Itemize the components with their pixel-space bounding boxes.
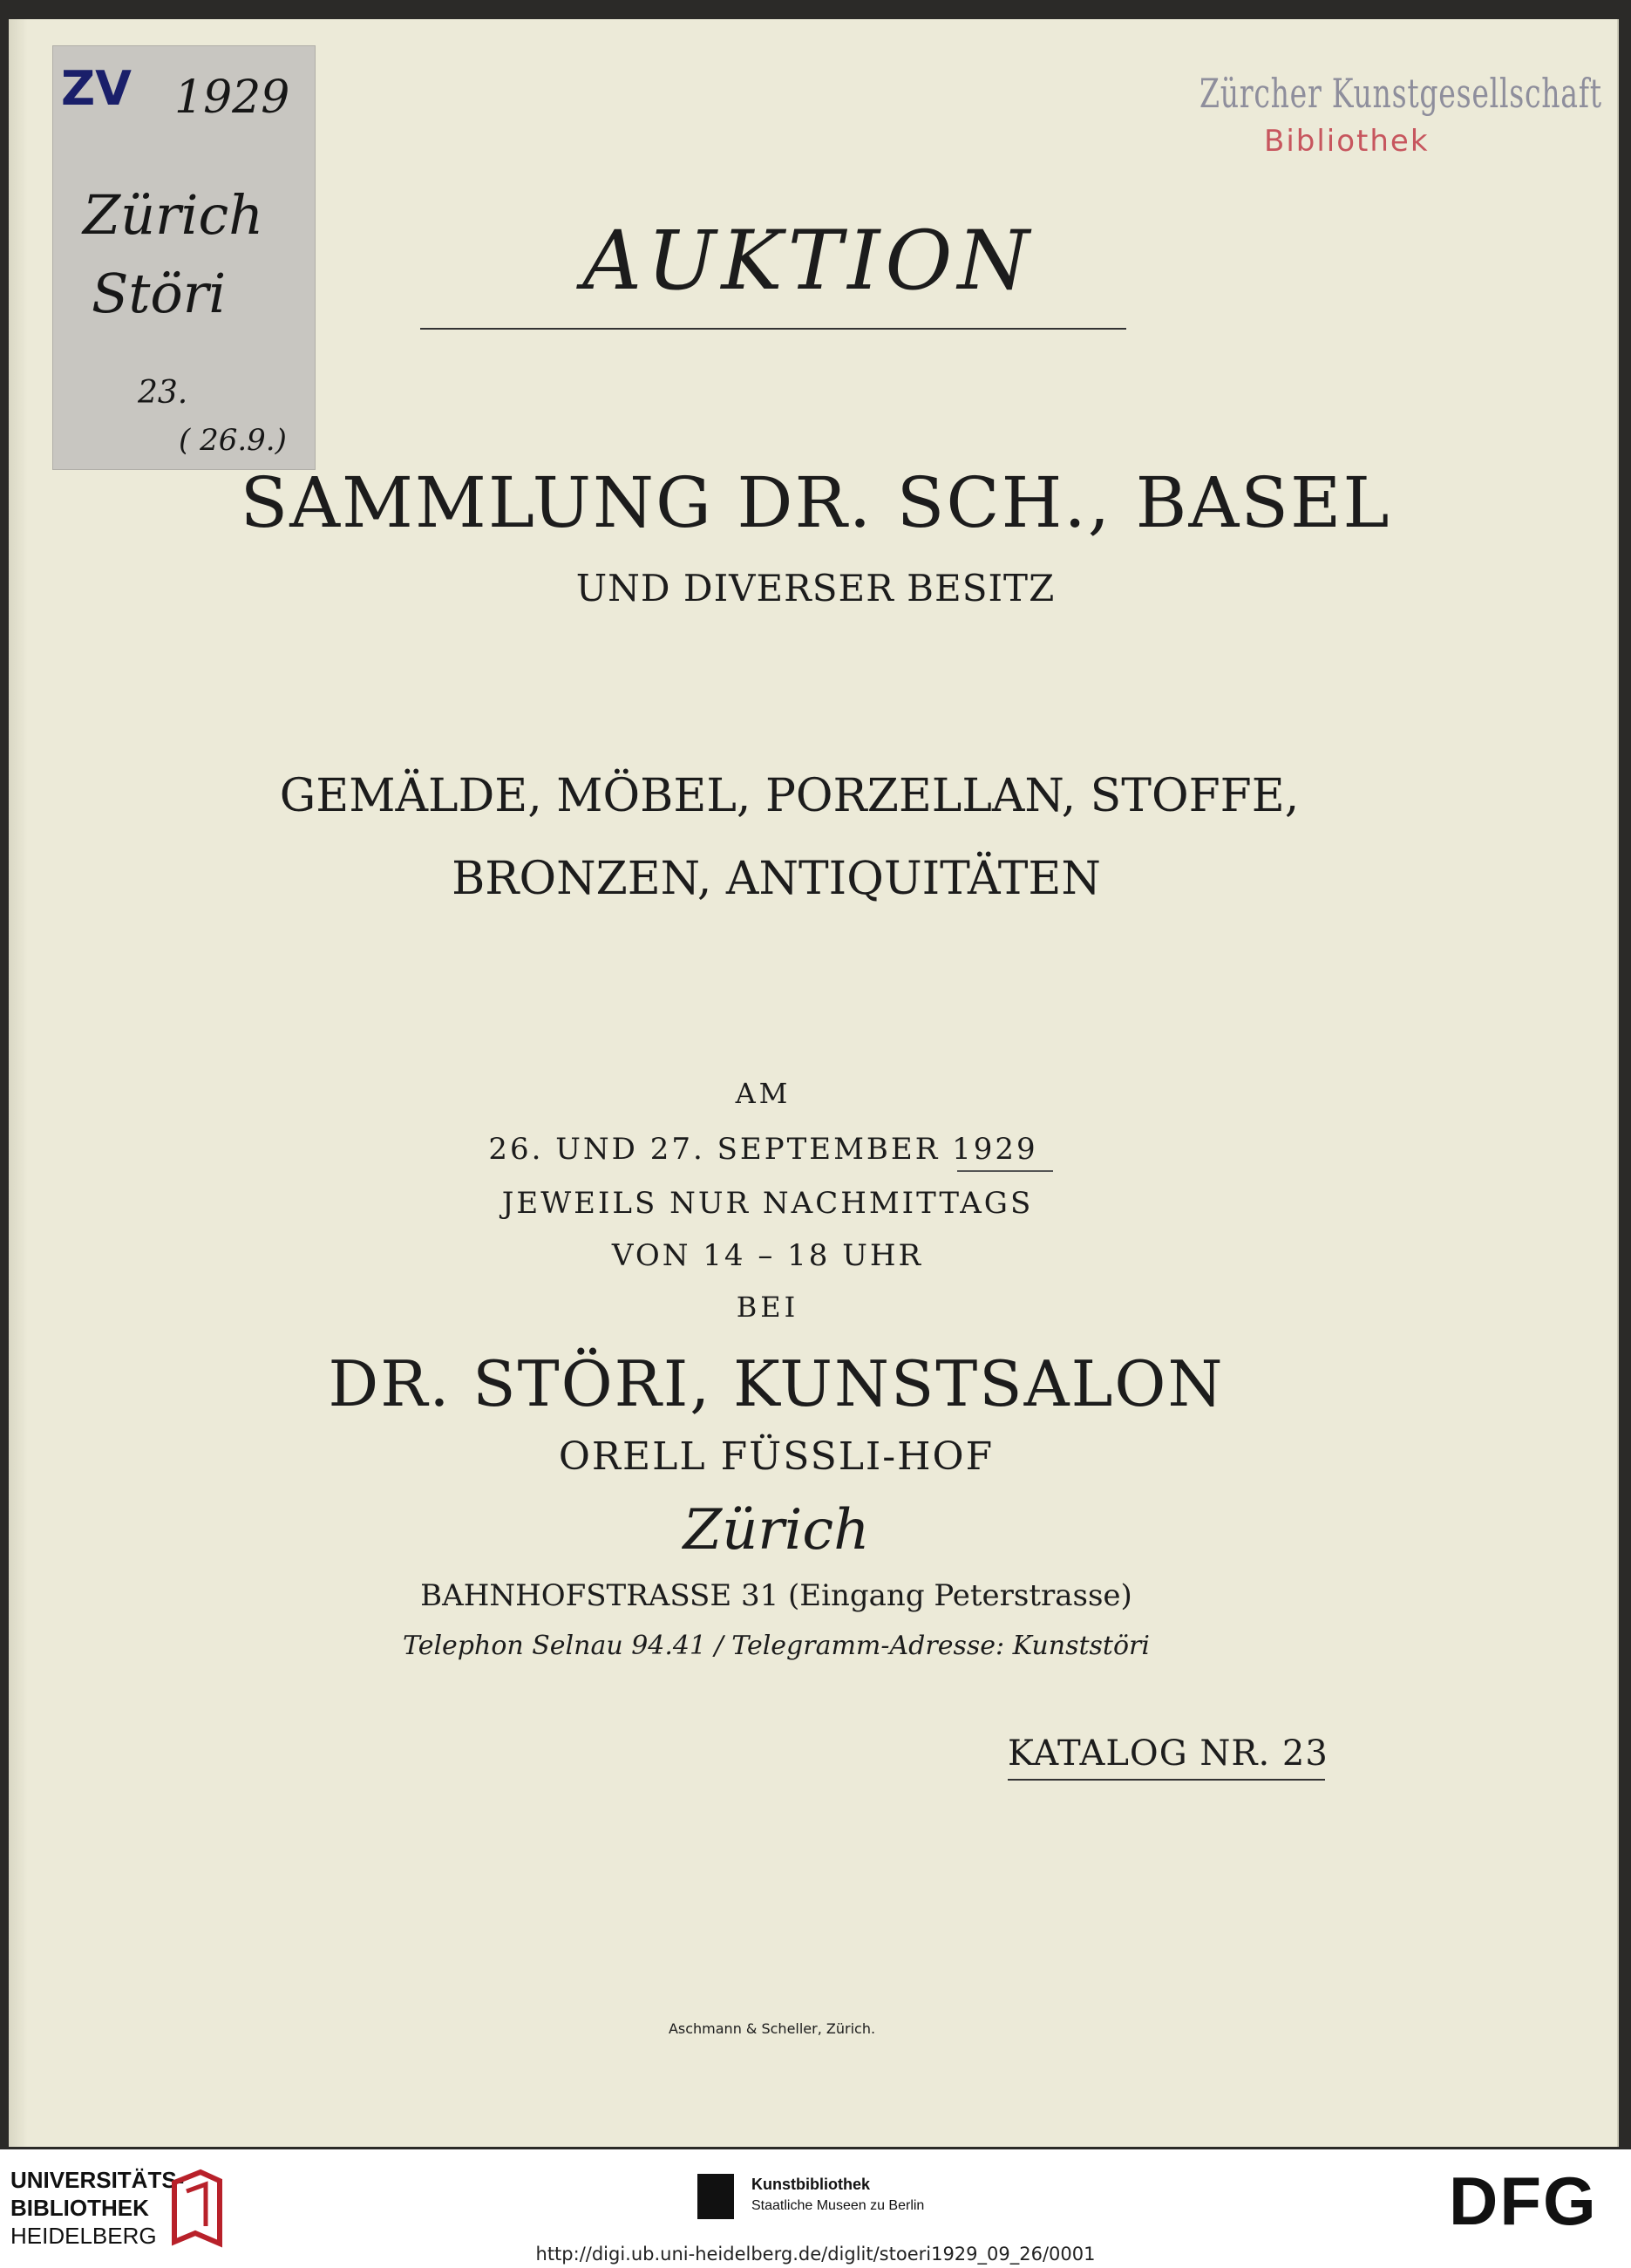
year-underline: [957, 1170, 1053, 1172]
auction-address: BAHNHOFSTRASSE 31 (Eingang Peterstrasse): [420, 1578, 1132, 1613]
heidelberg-line-3: HEIDELBERG: [10, 2223, 157, 2249]
label-code: ZV: [61, 61, 132, 116]
catalog-number: KATALOG NR. 23: [1008, 1733, 1329, 1774]
auction-house: DR. STÖRI, KUNSTSALON: [328, 1347, 1225, 1420]
kunstbibliothek-logo-icon: [697, 2174, 734, 2219]
auction-times-2: VON 14 – 18 UHR: [611, 1238, 924, 1273]
items-line-1: GEMÄLDE, MÖBEL, PORZELLAN, STOFFE,: [279, 770, 1300, 822]
items-line-2: BRONZEN, ANTIQUITÄTEN: [452, 853, 1101, 905]
heidelberg-logo-icon: [166, 2165, 227, 2248]
date-bei: BEI: [736, 1291, 799, 1324]
label-city: Zürich: [83, 183, 264, 247]
catalog-rule: [1008, 1779, 1325, 1781]
library-stamp-line2: Bibliothek: [1264, 124, 1430, 159]
title-rule: [420, 328, 1126, 330]
auction-dates: 26. UND 27. SEPTEMBER 1929: [488, 1132, 1038, 1167]
collection-heading: SAMMLUNG DR. SCH., BASEL: [240, 462, 1391, 543]
auction-contact: Telephon Selnau 94.41 / Telegramm-Adresse: Kunststöri: [403, 1631, 1150, 1661]
auction-building: ORELL FÜSSLI-HOF: [558, 1434, 995, 1479]
auction-times-1: JEWEILS NUR NACHMITTAGS: [501, 1186, 1034, 1221]
auction-city: Zürich: [683, 1498, 870, 1563]
date-am: AM: [735, 1077, 792, 1110]
source-url[interactable]: http://digi.ub.uni-heidelberg.de/diglit/stoeri1929_09_26/0001: [535, 2244, 1096, 2265]
dfg-logo: DFG: [1449, 2162, 1598, 2239]
library-stamp-line1: Zürcher Kunstgesellschaft: [1199, 70, 1602, 117]
label-year: 1929: [174, 72, 290, 124]
auction-title: AUKTION: [582, 214, 1035, 309]
label-name: Störi: [92, 262, 227, 325]
kb-line-1: Kunstbibliothek: [751, 2176, 870, 2193]
digitization-footer: [0, 2149, 1631, 2268]
kb-line-2: Staatliche Museen zu Berlin: [751, 2198, 925, 2213]
label-number: 23.: [138, 375, 188, 411]
heidelberg-line-2: BIBLIOTHEK: [10, 2195, 149, 2221]
heidelberg-line-1: UNIVERSITÄTS-: [10, 2167, 185, 2193]
printer-credit: Aschmann & Scheller, Zürich.: [668, 2020, 876, 2037]
collection-subtitle: UND DIVERSER BESITZ: [575, 567, 1056, 610]
label-date: ( 26.9.): [179, 423, 287, 458]
